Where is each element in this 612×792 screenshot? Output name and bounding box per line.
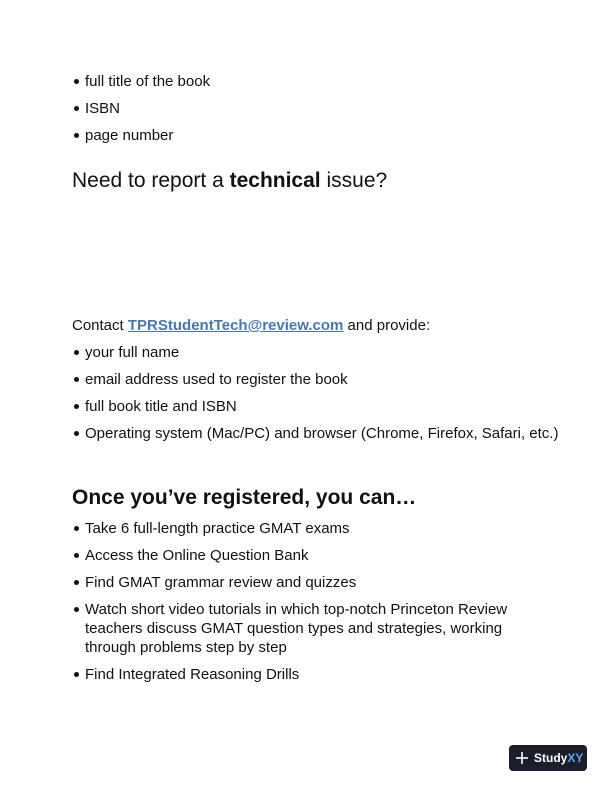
list-item: Operating system (Mac/PC) and browser (Chrome, Firefox, Safari, etc.) xyxy=(85,424,565,443)
list-item: Watch short video tutorials in which top-notch Princeton Review teachers discuss GMAT question types and strategies, working through problems step by step xyxy=(85,600,555,657)
brand-main: Study xyxy=(534,751,568,765)
studyxy-badge[interactable] xyxy=(509,745,587,771)
list-item: Take 6 full-length practice GMAT exams xyxy=(85,519,555,538)
list-item: Access the Online Question Bank xyxy=(85,546,555,565)
contact-pre: Contact xyxy=(72,317,128,334)
technical-issue-heading xyxy=(72,168,387,194)
contact-post: and provide: xyxy=(343,317,431,334)
contact-info-list xyxy=(85,343,565,451)
heading-pre: Need to report a xyxy=(72,169,230,192)
list-item: Find GMAT grammar review and quizzes xyxy=(85,573,555,592)
list-item: ISBN xyxy=(85,99,565,118)
list-item: Find Integrated Reasoning Drills xyxy=(85,665,555,684)
list-item: your full name xyxy=(85,343,565,362)
heading-post: issue? xyxy=(320,169,388,192)
registered-heading: Once you’ve registered, you can… xyxy=(72,486,417,509)
requirements-list xyxy=(85,72,565,153)
list-item: email address used to register the book xyxy=(85,370,565,389)
list-item: full title of the book xyxy=(85,72,565,91)
brand-accent: XY xyxy=(567,751,584,765)
heading-bold: technical xyxy=(229,169,321,192)
plus-icon xyxy=(515,751,529,765)
support-email-link[interactable]: TPRStudentTech@review.com xyxy=(127,317,344,334)
list-item: page number xyxy=(85,126,565,145)
contact-line xyxy=(72,316,430,335)
list-item: full book title and ISBN xyxy=(85,397,565,416)
benefits-list xyxy=(85,519,555,692)
